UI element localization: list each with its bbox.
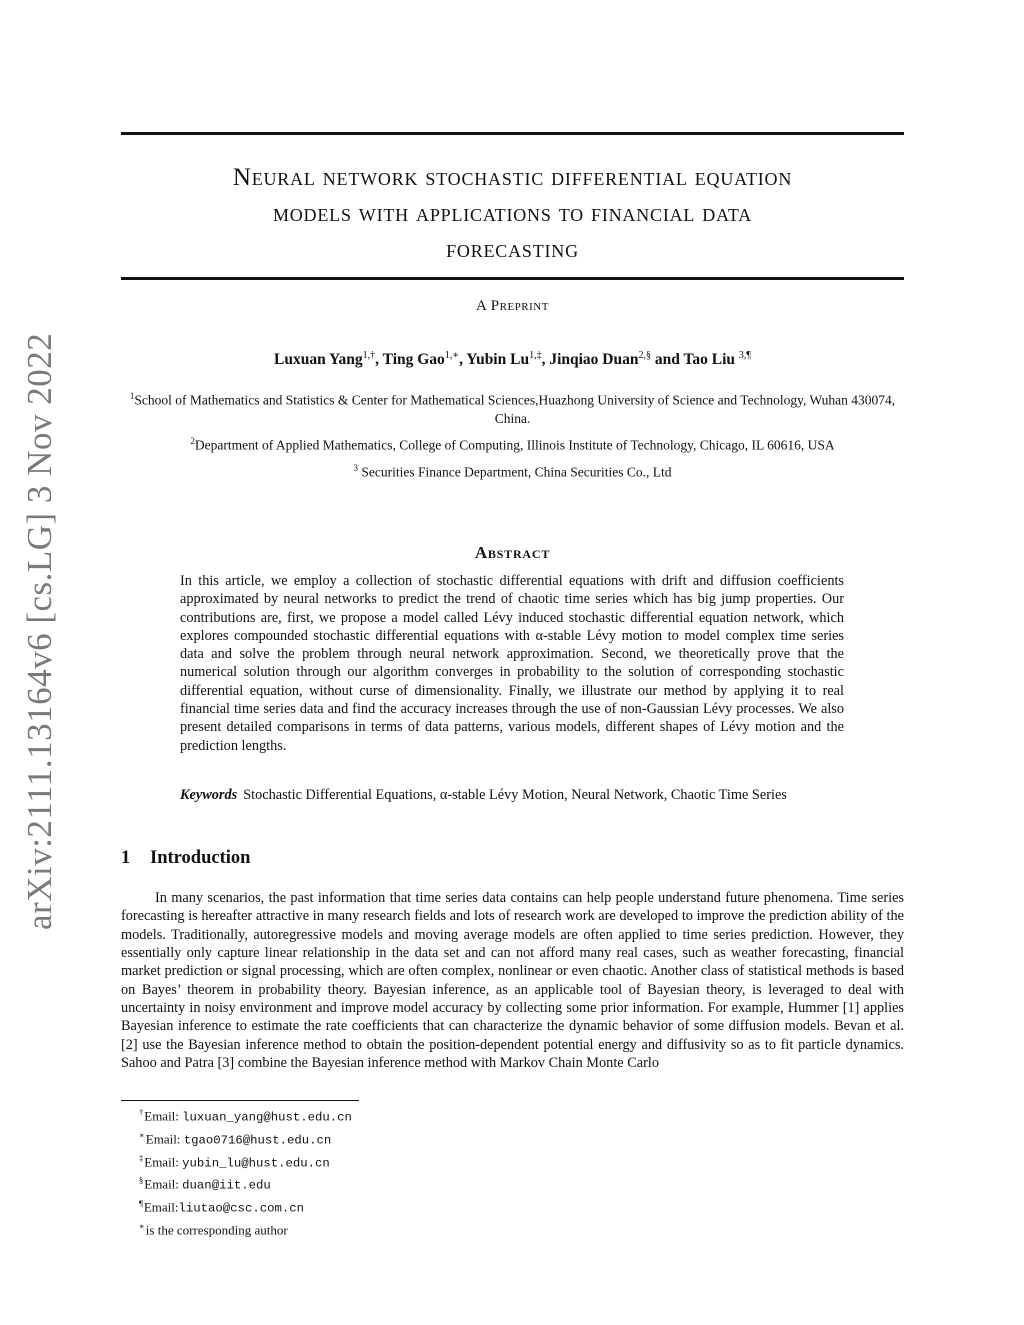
author-name: Yubin Lu — [466, 351, 530, 369]
footnote-email: yubin_lu@hust.edu.cn — [182, 1155, 330, 1170]
footnote-mark: ∗ — [139, 1129, 145, 1140]
author-separator: , — [541, 351, 546, 369]
footnote-rule — [121, 1100, 359, 1101]
author-and: and — [654, 351, 680, 369]
author-mark: 1,‡ — [529, 350, 542, 361]
footnote-mark: ¶ — [139, 1198, 143, 1209]
preprint-label: A Preprint — [476, 298, 549, 314]
author-mark: 3,¶ — [738, 350, 751, 361]
keywords-text: Stochastic Differential Equations, α-stable Lévy Motion, Neural Network, Chaotic Time Series — [243, 787, 787, 803]
section-number: 1 — [121, 848, 131, 868]
affiliation-mark: 1 — [129, 391, 135, 401]
intro-paragraph: In many scenarios, the past information that time series data contains can help people understand future phenomena. Time series forecasting is hereafter attractive in many research fields and lots of research work are developed to improve the prediction ability of the models. Traditionally, autoregressive models and moving average models are often applied to time series prediction. However, they essentially only capture linear relationship in the data set and can not afford many real cases, such as weather forecasting, financial market prediction or signal processing, which are often complex, nonlinear or even chaotic. Another class of statistical methods is based on Bayes’ theorem in probability theory. Bayesian inference, as an applicable tool of Bayesian theory, is leveraged to deal with uncertainty in noisy environment and improve model accuracy by collecting some prior information. For example, Hummer [1] applies Bayesian inference to estimate the rate coefficients that can characterize the dynamic behavior of some diffusion models. Bevan et al. [2] use the Bayesian inference method to obtain the position-dependent potential energy and diffusivity so as to fit particle dynamics. Sahoo and Patra [3] combine the Bayesian inference method with Markov Chain Monte Carlo — [121, 890, 904, 1072]
abstract-text: In this article, we employ a collection of stochastic differential equations with drift and diffusion coefficients approximated by neural networks to predict the trend of chaotic time series which has big jump properties. Our contributions are, first, we propose a model called Lévy induced stochastic differential equation network, which explores compounded stochastic differential equations with α-stable Lévy motion to model complex time series data and solve the problem through neural network approximation. Second, we theoretically prove that the numerical solution through our algorithm converges in probability to the solution of corresponding stochastic differential equation, without curse of dimensionality. Finally, we illustrate our method by applying it to real financial time series data and find the accuracy increases through the use of non-Gaussian Lévy processes. We also present detailed comparisons in terms of data patterns, various models, different shapes of Lévy motion and the prediction lengths. — [180, 573, 844, 754]
author-name: Luxuan Yang — [274, 351, 363, 369]
footnote-label: Email: — [143, 1199, 179, 1215]
footnote — [139, 1104, 352, 1127]
footnote-email: luxuan_yang@hust.edu.cn — [182, 1110, 352, 1125]
footnote-email: tgao0716@hust.edu.cn — [183, 1133, 332, 1148]
affiliation — [121, 432, 904, 455]
title-rule-top — [121, 132, 904, 135]
footnote — [139, 1127, 352, 1150]
affiliation-text: Department of Applied Mathematics, College of Computing, Illinois Institute of Technology, Chicago, IL 60616, USA — [194, 437, 835, 453]
title-line-1: Neural network stochastic differential equation — [232, 164, 793, 191]
affiliation — [121, 387, 904, 428]
footnote-mark: † — [139, 1107, 144, 1117]
footnote-label: Email: — [144, 1108, 183, 1124]
title-line-2: models with applications to financial data — [272, 200, 753, 227]
footnote-label: Email: — [144, 1176, 183, 1192]
footnote-mark: § — [139, 1175, 144, 1186]
footnote-mark: ‡ — [139, 1152, 144, 1163]
author-mark: 1,† — [362, 350, 376, 361]
author-separator: , — [375, 351, 380, 369]
author-separator: , — [459, 351, 463, 369]
footnote — [139, 1150, 352, 1173]
author-mark: 2,§ — [638, 350, 651, 361]
author-name: Ting Gao — [382, 351, 445, 369]
footnote-email: duan@iit.edu — [182, 1178, 271, 1193]
footnote-label: Email: — [145, 1131, 184, 1147]
footnote-mark: ∗ — [139, 1221, 145, 1232]
arxiv-stamp: arXiv:2111.13164v6 [cs.LG] 3 Nov 2022 — [20, 332, 59, 930]
footnotes — [139, 1104, 352, 1239]
keywords-label: Keywords — [180, 787, 238, 803]
affiliation-mark: 3 — [353, 463, 359, 473]
title-line-3: forecasting — [446, 236, 579, 263]
footnote — [139, 1218, 352, 1239]
affiliation-text: Securities Finance Department, China Securities Co., Ltd — [361, 464, 672, 480]
abstract-heading: Abstract — [474, 543, 551, 562]
affiliation — [121, 459, 904, 482]
author-name: Jinqiao Duan — [549, 351, 639, 369]
author-list — [121, 350, 904, 369]
section-heading — [121, 848, 250, 869]
author-name: Tao Liu — [683, 351, 736, 369]
footnote — [139, 1195, 352, 1218]
affiliation-mark: 2 — [190, 436, 195, 446]
footnote — [139, 1172, 352, 1195]
author-mark: 1,∗ — [444, 350, 460, 361]
section-title: Introduction — [150, 848, 251, 868]
paper-title — [121, 160, 904, 268]
footnote-label: is the corresponding author — [145, 1222, 288, 1238]
title-rule-bottom — [121, 277, 904, 280]
affiliation-text: School of Mathematics and Statistics & Center for Mathematical Sciences,Huazhong University of Science and Technology, Wuhan 430074, China. — [134, 392, 896, 426]
keywords — [180, 786, 844, 804]
footnote-email: liutao@csc.com.cn — [178, 1201, 304, 1216]
footnote-label: Email: — [144, 1153, 183, 1169]
